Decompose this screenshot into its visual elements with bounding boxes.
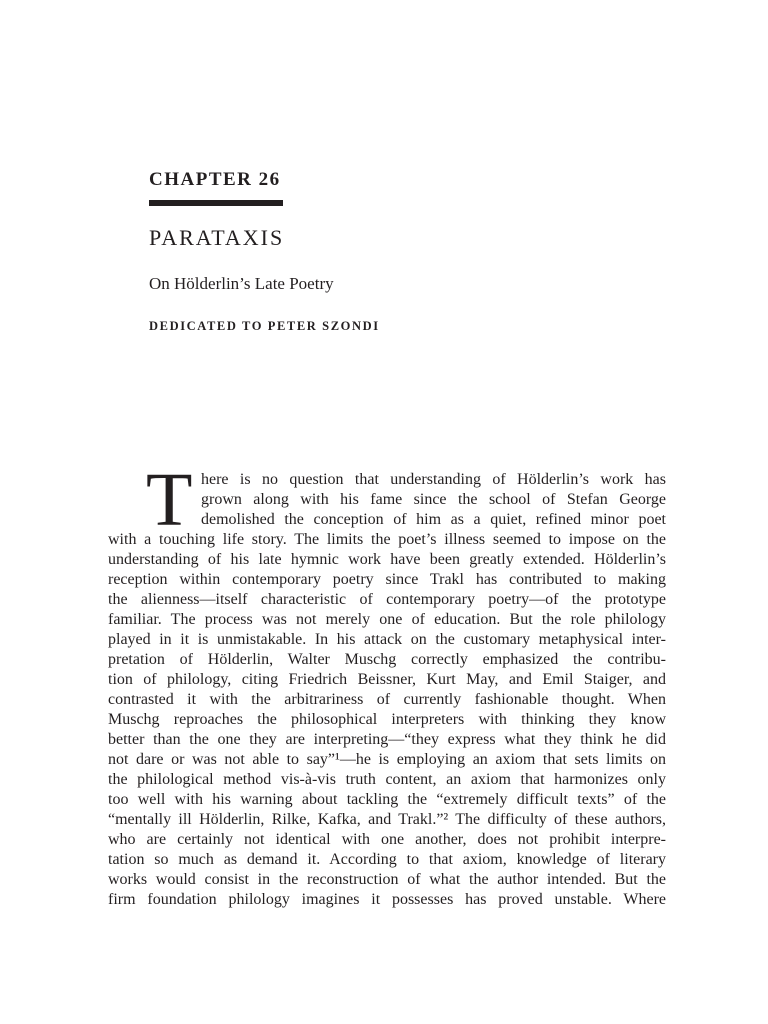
chapter-number: CHAPTER 26 xyxy=(149,169,281,190)
text-line: the philological method vis-à-vis truth content, an axiom that harmonizes only xyxy=(108,771,666,788)
text-line: the alienness—itself characteristic of contemporary poetry—of the prototype xyxy=(108,591,666,608)
text-line: grown along with his fame since the school of Stefan George xyxy=(201,491,666,508)
text-line: understanding of his late hymnic work have been greatly extended. Hölderlin’s xyxy=(108,551,666,568)
text-line: played in it is unmistakable. In his attack on the customary metaphysical inter- xyxy=(108,631,666,648)
chapter-rule xyxy=(149,200,283,206)
chapter-title: PARATAXIS xyxy=(149,225,285,250)
dedication: DEDICATED TO PETER SZONDI xyxy=(149,319,380,333)
text-line: here is no question that understanding of Hölderlin’s work has xyxy=(201,471,666,488)
text-line: who are certainly not identical with one another, does not prohibit interpre- xyxy=(108,831,666,848)
text-line: reception within contemporary poetry since Trakl has contributed to making xyxy=(108,571,666,588)
text-line: works would consist in the reconstruction of what the author intended. But the xyxy=(108,871,666,888)
text-line: tation so much as demand it. According to that axiom, knowledge of literary xyxy=(108,851,666,868)
text-line: contrasted it with the arbitrariness of currently fashionable thought. When xyxy=(108,691,666,708)
text-line: firm foundation philology imagines it possesses has proved unstable. Where xyxy=(108,891,666,908)
text-line: not dare or was not able to say”¹—he is employing an axiom that sets limits on xyxy=(108,751,666,768)
text-line: “mentally ill Hölderlin, Rilke, Kafka, and Trakl.”² The difficulty of these authors, xyxy=(108,811,666,828)
text-line: tion of philology, citing Friedrich Beissner, Kurt May, and Emil Staiger, and xyxy=(108,671,666,688)
text-line: familiar. The process was not merely one of education. But the role philology xyxy=(108,611,666,628)
text-line: with a touching life story. The limits the poet’s illness seemed to impose on the xyxy=(108,531,666,548)
body-paragraph xyxy=(108,458,666,910)
chapter-subtitle: On Hölderlin’s Late Poetry xyxy=(149,274,334,293)
drop-cap: T xyxy=(146,458,193,542)
text-line: demolished the conception of him as a quiet, refined minor poet xyxy=(201,511,666,528)
text-line: Muschg reproaches the philosophical interpreters with thinking they know xyxy=(108,711,666,728)
text-line: too well with his warning about tackling the “extremely difficult texts” of the xyxy=(108,791,666,808)
text-line: pretation of Hölderlin, Walter Muschg correctly emphasized the contribu- xyxy=(108,651,666,668)
text-line: better than the one they are interpreting—“they express what they think he did xyxy=(108,731,666,748)
